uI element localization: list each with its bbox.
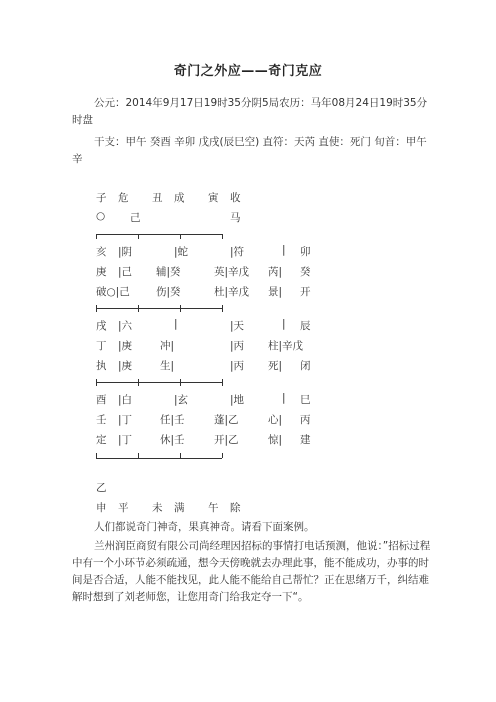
branch-label: 未	[152, 502, 163, 514]
grid-tick	[138, 305, 139, 312]
palace-row	[96, 338, 304, 356]
jianchu-label: 平	[118, 502, 129, 514]
jianchu-label: 收	[230, 192, 241, 204]
cell-text: |己	[118, 266, 133, 278]
grid-tick	[222, 234, 223, 239]
cell-text: 破○|己	[96, 286, 130, 298]
stem-label: 乙	[96, 482, 107, 494]
jianchu-label: 危	[118, 192, 129, 204]
cell-text: 柱|辛戊	[268, 340, 304, 352]
cell-text: 伤|癸	[156, 286, 181, 298]
cell-text: |符	[230, 246, 245, 258]
cell-text: |丙	[230, 360, 245, 372]
jianchu-label: 除	[230, 502, 241, 514]
grid-tick	[222, 305, 223, 312]
intro-paragraph: 人们都说奇门神奇，果真神奇。请看下面案例。	[94, 521, 315, 533]
branch-label: 申	[96, 502, 107, 514]
grid-tick	[96, 234, 97, 239]
cell-text: |六	[118, 320, 133, 332]
palace-row	[96, 358, 311, 376]
date-info: 公元：2014年9月17日19时35分阴5局农历：马年08月24日19时35分时盘	[72, 97, 428, 126]
cell-text: 闭	[300, 360, 311, 372]
cell-text: |地	[230, 394, 245, 406]
cell-text: 丁	[96, 340, 107, 352]
case-paragraph: 兰州润臣商贸有限公司尚经理因招标的事情打电话预测，他说：”招标过程中有一个小环节必须疏通，想今天傍晚就去办理此事，能不能成功，办事的时间是否合适，人能不能找见，此人能不能给自己帮忙？正在思绪万千，纠结难解时想到了刘老师您，让您用奇门给我定夺一下“。	[72, 540, 431, 603]
cell-text: 壬	[96, 414, 107, 426]
cell-text: 庚	[96, 266, 107, 278]
branch-label: 丑	[152, 192, 163, 204]
grid-tick	[180, 305, 181, 312]
cell-text: 冲|	[160, 340, 175, 352]
cell-text: 死|	[268, 360, 283, 372]
cell-text: |蛇	[174, 246, 189, 258]
palace-row	[96, 432, 311, 450]
grid-tick	[138, 453, 139, 458]
cell-text: |庚	[118, 340, 133, 352]
empty-marker: ○	[96, 210, 106, 222]
grid-tick	[96, 379, 97, 386]
cell-text: |丁	[118, 434, 133, 446]
grid-line	[96, 458, 222, 459]
cell-text: |白	[118, 394, 133, 406]
grid-line	[96, 382, 222, 383]
cell-text: 丙	[300, 414, 311, 426]
cell-text: |天	[230, 320, 245, 332]
cell-text: 惊|	[268, 434, 283, 446]
branch-row-bottom	[96, 500, 241, 518]
palace-row	[96, 392, 311, 410]
grid-line	[96, 234, 222, 235]
cell-text: 执	[96, 360, 107, 372]
cell-text: 卯	[300, 246, 311, 258]
cell-text: |阴	[118, 246, 133, 258]
branch-label: 子	[96, 192, 107, 204]
cell-text: 癸	[300, 266, 311, 278]
cell-text: 酉	[96, 394, 107, 406]
branch-label: 寅	[208, 192, 219, 204]
jianchu-label: 成	[174, 192, 185, 204]
cell-text: |玄	[174, 394, 189, 406]
cell-text: |	[282, 244, 286, 256]
cell-text: 心|	[268, 414, 283, 426]
cell-text: |	[282, 392, 286, 404]
palace-row	[96, 244, 311, 262]
branch-row-top	[96, 190, 241, 208]
palace-row	[96, 264, 311, 282]
cell-text: 生|	[160, 360, 175, 372]
cell-text: 亥	[96, 246, 107, 258]
cell-text: |丙	[230, 340, 245, 352]
cell-text: |	[174, 318, 178, 330]
grid-tick	[138, 234, 139, 239]
palace-row	[96, 284, 311, 302]
cell-text: 巳	[300, 394, 311, 406]
grid-tick	[222, 453, 223, 458]
cell-text: 戌	[96, 320, 107, 332]
palace-row	[96, 318, 311, 336]
cell-text: 定	[96, 434, 107, 446]
cell-text: 休|壬	[160, 434, 185, 446]
grid-tick	[222, 379, 223, 386]
cell-text: 辰	[300, 320, 311, 332]
cell-text: |丁	[118, 414, 133, 426]
marker-row-top	[96, 210, 241, 228]
cell-text: |	[282, 318, 286, 330]
palace-row	[96, 412, 311, 430]
cell-text: 杜|辛戊	[214, 286, 250, 298]
grid-tick	[180, 453, 181, 458]
grid-tick	[96, 453, 97, 458]
cell-text: 英|辛戊	[214, 266, 250, 278]
cell-text: 开|乙	[214, 434, 239, 446]
cell-text: 蓬|乙	[214, 414, 239, 426]
grid-tick	[180, 379, 181, 386]
cell-text: 建	[300, 434, 311, 446]
cell-text: 芮|	[268, 266, 283, 278]
grid-line	[96, 308, 222, 309]
cell-text: 辅|癸	[156, 266, 181, 278]
branch-label: 午	[208, 502, 219, 514]
marker-row-bottom	[96, 480, 116, 498]
cell-text: 景|	[268, 286, 283, 298]
horse-marker: 马	[230, 212, 241, 224]
stem-label: 己	[130, 212, 141, 224]
ganzhi-info: 干支：甲午 癸酉 辛卯 戊戌(辰巳空) 直符：天芮 直使：死门 旬首：甲午辛	[72, 136, 427, 165]
jianchu-label: 满	[174, 502, 185, 514]
page-title: 奇门之外应——奇门克应	[173, 64, 323, 79]
cell-text: |庚	[118, 360, 133, 372]
cell-text: 开	[300, 286, 311, 298]
grid-tick	[180, 234, 181, 239]
cell-text: 任|壬	[160, 414, 185, 426]
grid-tick	[96, 305, 97, 312]
grid-tick	[138, 379, 139, 386]
